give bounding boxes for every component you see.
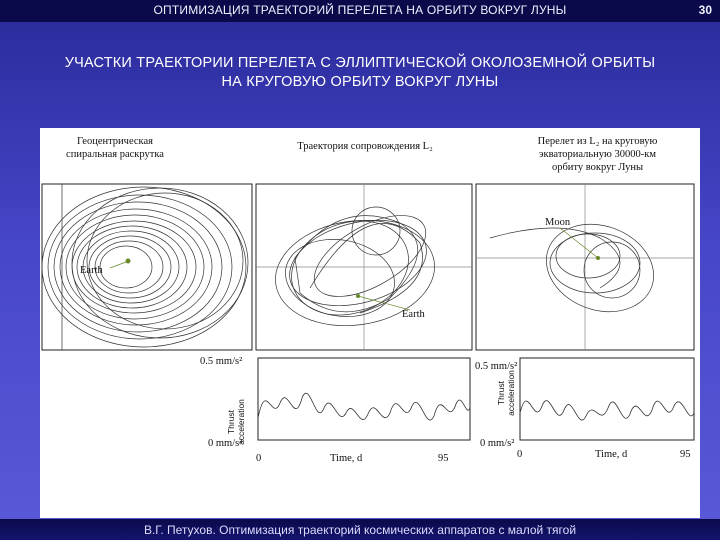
panel1-title: Геоцентрическая спиральная раскрутка [66,136,164,160]
lunar-transfer-plot [476,184,694,350]
figure-panel [40,128,700,518]
thrust-left-ylabel: Thrust acceleration [226,399,246,445]
slide-number: 30 [698,3,712,17]
heading-line-1: УЧАСТКИ ТРАЕКТОРИИ ПЕРЕЛЕТА С ЭЛЛИПТИЧЕСКОЙ ОКОЛОЗЕМНОЙ ОРБИТЫ [64,55,656,71]
earth-marker-left [126,259,131,264]
spiral-plot [42,184,252,350]
panel2-title: Траектория сопровождения L₂ [297,141,433,152]
l2-trajectory-plot [256,184,472,350]
slide-header-title: ОПТИМИЗАЦИЯ ТРАЕКТОРИЙ ПЕРЕЛЕТА НА ОРБИТУ ВОКРУГ ЛУНЫ [153,3,567,17]
earth-label-mid: Earth [402,309,425,320]
top-bar [0,0,720,22]
footer-caption: В.Г. Петухов. Оптимизация траекторий космических аппаратов с малой тягой [143,523,577,537]
thrust-right-ymax: 0.5 mm/s² [475,361,518,372]
thrust-plot-left [258,358,470,440]
footer-bar [0,519,720,540]
thrust-right-x1: 95 [680,449,691,460]
thrust-left-xlabel: Time, d [330,453,363,464]
thrust-left-x0: 0 [256,453,262,464]
thrust-left-ymin: 0 mm/s² [208,438,243,449]
slide-heading [0,54,720,92]
panel3-title: Перелет из L₂ на круговую экваториальную 30000-км орбиту вокруг Луны [537,136,658,173]
earth-label-left: Earth [80,265,103,276]
moon-marker [596,256,600,260]
thrust-right-ylabel: Thrust acceleration [496,370,516,416]
heading-line-2: НА КРУГОВУЮ ОРБИТУ ВОКРУГ ЛУНЫ [221,74,499,90]
thrust-right-x0: 0 [517,449,523,460]
thrust-right-xlabel: Time, d [595,449,628,460]
thrust-left-ymax: 0.5 mm/s² [200,356,243,367]
moon-label: Moon [545,217,571,228]
thrust-plot-right [520,358,694,440]
thrust-right-ymin: 0 mm/s² [480,438,515,449]
thrust-left-x1: 95 [438,453,449,464]
